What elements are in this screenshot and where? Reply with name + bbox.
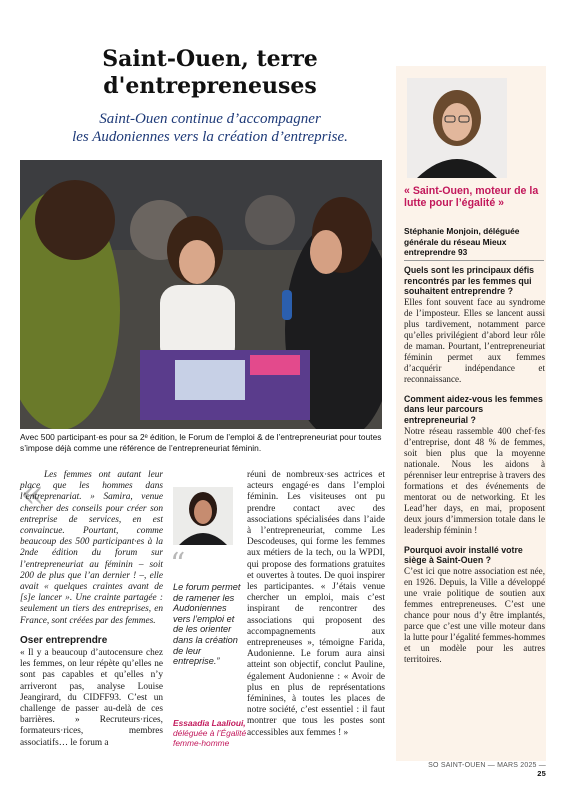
sidebar-title: « Saint-Ouen, moteur de la lutte pour l’égalité » [404, 185, 539, 210]
article-subtitle [50, 110, 370, 146]
page-number: 25 [537, 769, 546, 778]
author-role: déléguée à l’Égalité femme-homme [173, 727, 247, 748]
stephanie-portrait [407, 78, 507, 178]
title-line-1: Saint-Ouen, terre [102, 46, 318, 72]
question-3: Pourquoi avoir installé votre siège à Saint-Ouen ? [404, 544, 523, 566]
forum-photo [20, 160, 382, 429]
open-quote-mark: « [20, 471, 45, 517]
column-1-intro: Les femmes ont autant leur place que les hommes dans l’entreprenariat. » Samira, venue chercher des conseils pour créer son entreprise de services, en est convaincue. Pourtant, comme beaucoup des 500 participant·es à la 2nde édition du forum sur l’entrepreneuriat au féminin – soit 200 de plus que l’an dernier ! –, elle avait « quelques craintes avant de [s]e lancer ». Une crainte partagée : seulement un tiers des entreprises, en France, sont créées par des femmes. [20, 470, 163, 626]
title-line-2: d'entrepreneuses [103, 73, 317, 99]
photo-caption: Avec 500 participant·es pour sa 2ᵉ édition, le Forum de l’emploi & de l’entrepreneuriat pour toutes s’impose déjà comme une référence de l’entrepreneuriat féminin. [20, 432, 382, 453]
sidebar-body [404, 265, 545, 665]
column-1-paragraph-2: « Il y a beaucoup d’autocensure chez les femmes, on leur répète qu’elles ne sont pas capables et qu’elles n’y arriveront pas, analyse Louise Jeangirard, du CIDFF93. C’est un challenge de passer au-delà de ces barrières. » Recruteurs·rices, formateurs·rices, membres associatifs… le forum a [20, 648, 163, 748]
subtitle-line-1: Saint-Ouen continue d’accompagner [99, 111, 321, 127]
sidebar-interviewee: Stéphanie Monjoin, déléguée générale du réseau Mieux entreprendre 93 [404, 226, 520, 258]
page-footer [426, 762, 546, 778]
pull-quote: Le forum permet de ramener les Audoniennes vers l’emploi et de les orienter dans la création de leur entreprise.” [173, 582, 241, 667]
magazine-issue: SO SAINT-OUEN — MARS 2025 — [428, 762, 546, 769]
forum-photo-illustration [20, 160, 382, 429]
question-2: Comment aidez-vous les femmes dans leur parcours entrepreneurial ? [404, 393, 543, 425]
column-1 [20, 470, 163, 749]
article-title [60, 46, 360, 100]
sidebar-divider [404, 260, 544, 261]
sidebar-portrait-illustration [407, 78, 507, 178]
column-2: réuni de nombreux·ses actrices et acteurs engagé·es dans l’emploi féminin. Les visiteuses ont pu prendre contact avec des associations spécialisées dans l’aide à l’entrepreneuriat, comme Les Descodeuses, qui forme les femmes aux métiers de la tech, ou la WPDI, qui propose des formations gratuites et ouvertes à toutes. De quoi inspirer les participantes. « J’étais venue chercher un emploi, mais c’est inspirant de rencontrer des associations qui proposent des accompagnements aux entrepreneuses », témoigne Farida, Audonienne. Le forum aura ainsi atteint son objectif, conclut Pauline, également Audonienne : « Avoir de plus en plus de représentations féminines, à toutes les places de notre société, c’est essentiel : il faut montrer que tous les postes sont accessibles aux femmes ! » [247, 470, 385, 738]
answer-1: Elles font souvent face au syndrome de l’imposteur. Elles se lancent aussi plus tardivement, notamment parce qu’elles privilégient d’abord leur rôle de maman. Pourtant, l’entrepreneuriat féminin permet aux femmes d’acquérir indépendance et reconnaissance. [404, 296, 545, 384]
portrait-illustration [173, 487, 233, 545]
pull-quote-author [173, 719, 253, 748]
essaadia-portrait [173, 487, 233, 545]
answer-3: C’est ici que notre association est née, en 1926. Depuis, la Ville a développé une vraie politique de soutien aux femmes entrepreneuses. C’est une chance pour nous d’y être implantés, parce que c’est une ville moteur dans la lutte pour l’égalité femmes-hommes et un modèle pour les autres territoires. [404, 565, 545, 664]
answer-2: Notre réseau rassemble 400 chef·fes d’entreprise, dont 48 % de femmes, soit bien plus que la moyenne nationale. Nous les aidons à pérenniser leur entreprise à travers des formations et des événements de mentorat ou de networking. Et les Lead’her days, en mai, proposent deux jours d’immersion totale dans le leadership féminin ! [404, 425, 545, 535]
pull-quote-mark: “ [170, 547, 186, 582]
subtitle-line-2: les Audoniennes vers la création d’entreprise. [72, 129, 348, 145]
author-name: Essaadia Laalioui, [173, 718, 246, 728]
question-1: Quels sont les principaux défis rencontrés par les femmes qui souhaitent entreprendre ? [404, 265, 535, 297]
section-heading: Oser entreprendre [20, 634, 108, 646]
